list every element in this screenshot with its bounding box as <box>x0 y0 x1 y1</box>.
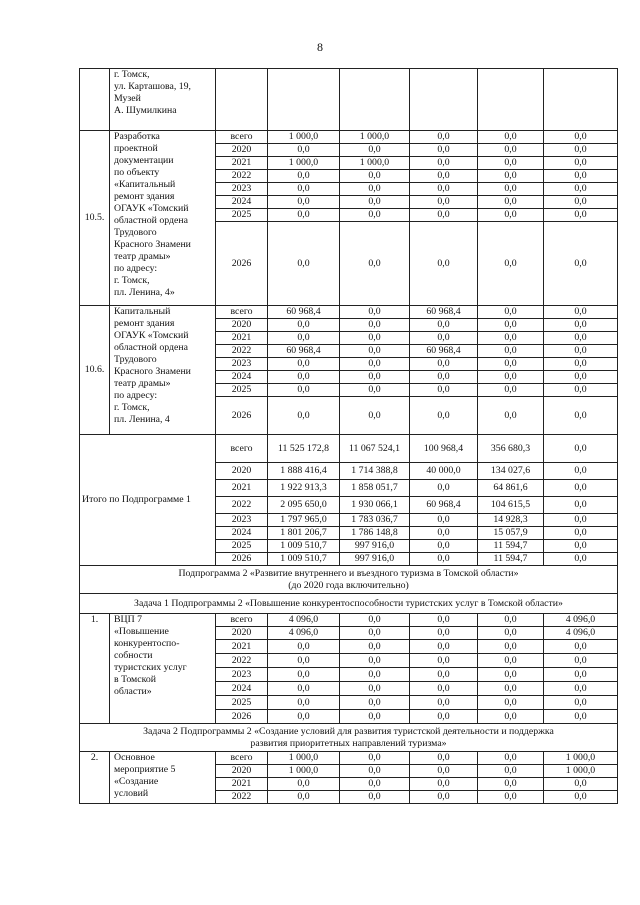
year-cell: 2022 <box>216 497 268 514</box>
value-cell: 0,0 <box>478 319 544 332</box>
value-cell: 0,0 <box>268 209 340 222</box>
year-cell: 2020 <box>216 765 268 778</box>
value-cell: 0,0 <box>340 696 410 710</box>
object-name-line: в Томской <box>114 674 156 685</box>
value-cell: 0,0 <box>544 371 618 384</box>
object-name-line: областной ордена <box>114 342 188 353</box>
value-cell: 0,0 <box>544 183 618 196</box>
value-cell: 0,0 <box>268 791 340 804</box>
year-cell: 2024 <box>216 527 268 540</box>
object-name-line: Основное <box>114 752 155 763</box>
object-name <box>110 614 216 724</box>
value-cell: 11 067 524,1 <box>340 435 410 463</box>
value-cell: 0,0 <box>478 668 544 682</box>
value-cell: 0,0 <box>410 627 478 640</box>
value-cell: 0,0 <box>268 170 340 183</box>
object-name-line: театр драмы» <box>114 251 171 262</box>
value-cell: 0,0 <box>340 710 410 724</box>
value-cell: 0,0 <box>544 131 618 144</box>
value-cell: 0,0 <box>544 209 618 222</box>
subprogram-total-label: Итого по Подпрограмме 1 <box>80 435 216 566</box>
value-cell: 4 096,0 <box>544 614 618 627</box>
value-cell: 0,0 <box>410 514 478 527</box>
value-cell: 0,0 <box>340 614 410 627</box>
row-code: 10.5. <box>80 131 110 306</box>
empty-cell <box>478 69 544 131</box>
value-cell: 0,0 <box>410 332 478 345</box>
task-2-title <box>80 724 618 752</box>
value-cell: 0,0 <box>340 345 410 358</box>
value-cell: 0,0 <box>478 222 544 306</box>
value-cell: 0,0 <box>544 157 618 170</box>
value-cell: 0,0 <box>340 752 410 765</box>
value-cell: 0,0 <box>478 170 544 183</box>
object-name-line: туристских услуг <box>114 662 187 673</box>
value-cell: 0,0 <box>478 752 544 765</box>
value-cell: 0,0 <box>544 332 618 345</box>
value-cell: 60 968,4 <box>410 345 478 358</box>
value-cell: 0,0 <box>340 654 410 668</box>
year-cell: 2021 <box>216 480 268 497</box>
value-cell: 100 968,4 <box>410 435 478 463</box>
value-cell: 0,0 <box>544 196 618 209</box>
object-name-line: условий <box>114 788 149 799</box>
empty-cell <box>340 69 410 131</box>
value-cell: 0,0 <box>268 778 340 791</box>
year-cell: 2024 <box>216 371 268 384</box>
value-cell: 0,0 <box>268 682 340 696</box>
value-cell: 0,0 <box>478 157 544 170</box>
value-cell: 0,0 <box>410 131 478 144</box>
value-cell: 0,0 <box>268 384 340 397</box>
year-cell: 2025 <box>216 696 268 710</box>
year-cell: 2021 <box>216 157 268 170</box>
year-cell: 2022 <box>216 791 268 804</box>
value-cell: 0,0 <box>478 627 544 640</box>
code-cell <box>80 69 110 131</box>
value-cell: 0,0 <box>340 209 410 222</box>
value-cell: 0,0 <box>340 183 410 196</box>
value-cell: 14 928,3 <box>478 514 544 527</box>
value-cell: 0,0 <box>410 682 478 696</box>
object-name-line: ул. Карташова, 19, <box>114 81 191 92</box>
value-cell: 0,0 <box>544 345 618 358</box>
year-cell: 2020 <box>216 463 268 480</box>
value-cell: 104 615,5 <box>478 497 544 514</box>
object-name-line: мероприятие 5 <box>114 764 176 775</box>
value-cell: 0,0 <box>340 196 410 209</box>
object-name-line: областной ордена <box>114 215 188 226</box>
value-cell: 0,0 <box>340 319 410 332</box>
object-name-line: конкурентоспо- <box>114 638 180 649</box>
value-cell: 0,0 <box>544 497 618 514</box>
value-cell: 1 000,0 <box>268 752 340 765</box>
object-name-line: Красного Знамени <box>114 366 191 377</box>
value-cell: 0,0 <box>410 791 478 804</box>
value-cell: 0,0 <box>478 183 544 196</box>
object-name <box>110 306 216 435</box>
value-cell: 0,0 <box>478 710 544 724</box>
row-code: 1. <box>80 614 110 724</box>
value-cell: 0,0 <box>410 371 478 384</box>
year-cell: 2024 <box>216 196 268 209</box>
value-cell: 0,0 <box>410 540 478 553</box>
value-cell: 0,0 <box>340 170 410 183</box>
value-cell: 0,0 <box>478 131 544 144</box>
empty-cell <box>216 69 268 131</box>
value-cell: 0,0 <box>544 710 618 724</box>
value-cell: 0,0 <box>544 397 618 435</box>
year-cell: 2026 <box>216 222 268 306</box>
value-cell: 0,0 <box>268 222 340 306</box>
value-cell: 2 095 650,0 <box>268 497 340 514</box>
value-cell: 0,0 <box>478 384 544 397</box>
value-cell: 0,0 <box>268 371 340 384</box>
value-cell: 0,0 <box>268 358 340 371</box>
task-1-title: Задача 1 Подпрограммы 2 «Повышение конкурентоспособности туристских услуг в Томской области» <box>80 594 618 614</box>
value-cell: 1 797 965,0 <box>268 514 340 527</box>
year-cell: 2020 <box>216 144 268 157</box>
value-cell: 1 009 510,7 <box>268 540 340 553</box>
object-name-line: «Повышение <box>114 626 169 637</box>
object-name-line: «Создание <box>114 776 159 787</box>
value-cell: 40 000,0 <box>410 463 478 480</box>
value-cell: 4 096,0 <box>544 627 618 640</box>
budget-table <box>79 68 618 804</box>
value-cell: 0,0 <box>268 332 340 345</box>
year-cell: 2024 <box>216 682 268 696</box>
empty-cell <box>410 69 478 131</box>
value-cell: 11 594,7 <box>478 553 544 566</box>
value-cell: 60 968,4 <box>410 497 478 514</box>
value-cell: 0,0 <box>544 144 618 157</box>
value-cell: 997 916,0 <box>340 540 410 553</box>
value-cell: 134 027,6 <box>478 463 544 480</box>
section-title-line: развития приоритетных направлений туризма» <box>250 737 447 749</box>
value-cell: 0,0 <box>478 144 544 157</box>
value-cell: 0,0 <box>410 696 478 710</box>
page-number: 8 <box>317 40 323 54</box>
value-cell: 0,0 <box>544 358 618 371</box>
value-cell: 0,0 <box>410 710 478 724</box>
table-row <box>80 131 618 144</box>
value-cell: 0,0 <box>544 668 618 682</box>
value-cell: 0,0 <box>340 778 410 791</box>
value-cell: 0,0 <box>410 765 478 778</box>
value-cell: 0,0 <box>478 682 544 696</box>
object-name-line: ремонт здания <box>114 318 175 329</box>
value-cell: 1 801 206,7 <box>268 527 340 540</box>
object-name-line: г. Томск, <box>114 275 150 286</box>
object-name-line: по адресу: <box>114 390 158 401</box>
value-cell: 0,0 <box>340 682 410 696</box>
object-name <box>110 131 216 306</box>
value-cell: 0,0 <box>544 527 618 540</box>
value-cell: 0,0 <box>478 397 544 435</box>
year-cell: всего <box>216 435 268 463</box>
value-cell: 0,0 <box>478 332 544 345</box>
value-cell: 0,0 <box>268 196 340 209</box>
value-cell: 1 000,0 <box>544 765 618 778</box>
value-cell: 1 000,0 <box>340 131 410 144</box>
value-cell: 0,0 <box>410 384 478 397</box>
value-cell: 1 000,0 <box>340 157 410 170</box>
value-cell: 0,0 <box>410 319 478 332</box>
table-row <box>80 752 618 765</box>
year-cell: 2023 <box>216 514 268 527</box>
year-cell: всего <box>216 306 268 319</box>
value-cell: 0,0 <box>410 222 478 306</box>
value-cell: 0,0 <box>544 540 618 553</box>
value-cell: 0,0 <box>340 668 410 682</box>
value-cell: 0,0 <box>268 696 340 710</box>
object-name-line: Трудового <box>114 227 157 238</box>
value-cell: 1 930 066,1 <box>340 497 410 514</box>
value-cell: 997 916,0 <box>340 553 410 566</box>
value-cell: 0,0 <box>268 144 340 157</box>
object-name-line: Красного Знамени <box>114 239 191 250</box>
value-cell: 0,0 <box>268 319 340 332</box>
value-cell: 0,0 <box>410 654 478 668</box>
value-cell: 0,0 <box>410 480 478 497</box>
table-row <box>80 594 618 614</box>
value-cell: 0,0 <box>478 765 544 778</box>
value-cell: 0,0 <box>410 358 478 371</box>
value-cell: 0,0 <box>340 144 410 157</box>
value-cell: 0,0 <box>478 696 544 710</box>
value-cell: 0,0 <box>544 682 618 696</box>
object-name-line: пл. Ленина, 4» <box>114 287 175 298</box>
row-code: 2. <box>80 752 110 804</box>
value-cell: 0,0 <box>340 358 410 371</box>
table-row <box>80 435 618 463</box>
value-cell: 0,0 <box>478 640 544 654</box>
value-cell: 0,0 <box>340 371 410 384</box>
object-name-line: Трудового <box>114 354 157 365</box>
table-row <box>80 69 618 131</box>
value-cell: 1 858 051,7 <box>340 480 410 497</box>
value-cell: 0,0 <box>544 435 618 463</box>
value-cell: 0,0 <box>410 170 478 183</box>
value-cell: 0,0 <box>268 654 340 668</box>
year-cell: 2022 <box>216 345 268 358</box>
value-cell: 0,0 <box>544 463 618 480</box>
value-cell: 0,0 <box>544 514 618 527</box>
value-cell: 0,0 <box>340 791 410 804</box>
value-cell: 11 594,7 <box>478 540 544 553</box>
value-cell: 0,0 <box>544 778 618 791</box>
year-cell: 2021 <box>216 332 268 345</box>
subprogram-2-title <box>80 566 618 594</box>
year-cell: 2020 <box>216 627 268 640</box>
year-cell: 2022 <box>216 170 268 183</box>
value-cell: 0,0 <box>410 397 478 435</box>
value-cell: 0,0 <box>410 640 478 654</box>
section-title-line: Задача 2 Подпрограммы 2 «Создание условий для развития туристской деятельности и поддержка <box>143 725 554 737</box>
value-cell: 0,0 <box>268 710 340 724</box>
value-cell: 0,0 <box>478 614 544 627</box>
object-name-line: г. Томск, <box>114 402 150 413</box>
value-cell: 0,0 <box>340 384 410 397</box>
object-name-line: документации <box>114 155 174 166</box>
year-cell: всего <box>216 131 268 144</box>
value-cell: 0,0 <box>410 752 478 765</box>
value-cell: 0,0 <box>340 640 410 654</box>
value-cell: 0,0 <box>340 332 410 345</box>
value-cell: 64 861,6 <box>478 480 544 497</box>
object-name-line: ВЦП 7 <box>114 614 143 625</box>
object-name-line: г. Томск, <box>114 69 150 80</box>
year-cell: 2023 <box>216 668 268 682</box>
object-name-line: по адресу: <box>114 263 158 274</box>
value-cell: 1 888 416,4 <box>268 463 340 480</box>
value-cell: 0,0 <box>544 696 618 710</box>
value-cell: 0,0 <box>544 640 618 654</box>
value-cell: 1 783 036,7 <box>340 514 410 527</box>
value-cell: 0,0 <box>268 668 340 682</box>
value-cell: 4 096,0 <box>268 614 340 627</box>
value-cell: 1 000,0 <box>268 157 340 170</box>
year-cell: 2025 <box>216 209 268 222</box>
value-cell: 0,0 <box>544 654 618 668</box>
value-cell: 0,0 <box>410 553 478 566</box>
object-name-line: по объекту <box>114 167 160 178</box>
value-cell: 1 000,0 <box>268 131 340 144</box>
value-cell: 0,0 <box>544 319 618 332</box>
object-name-line: пл. Ленина, 4 <box>114 414 170 425</box>
value-cell: 0,0 <box>544 170 618 183</box>
value-cell: 0,0 <box>478 371 544 384</box>
object-name-line: области» <box>114 686 152 697</box>
value-cell: 0,0 <box>478 306 544 319</box>
object-name-line: ОГАУК «Томский <box>114 203 189 214</box>
object-name-line: собности <box>114 650 153 661</box>
value-cell: 4 096,0 <box>268 627 340 640</box>
value-cell: 0,0 <box>544 222 618 306</box>
row-code: 10.6. <box>80 306 110 435</box>
value-cell: 1 786 148,8 <box>340 527 410 540</box>
value-cell: 0,0 <box>410 196 478 209</box>
object-name-line: проектной <box>114 143 158 154</box>
year-cell: 2023 <box>216 358 268 371</box>
value-cell: 0,0 <box>478 196 544 209</box>
value-cell: 60 968,4 <box>268 306 340 319</box>
value-cell: 0,0 <box>340 222 410 306</box>
object-name-line: Разработка <box>114 131 160 142</box>
value-cell: 0,0 <box>544 791 618 804</box>
value-cell: 0,0 <box>410 144 478 157</box>
value-cell: 1 009 510,7 <box>268 553 340 566</box>
value-cell: 0,0 <box>478 209 544 222</box>
section-title-line: Подпрограмма 2 «Развитие внутреннего и въездного туризма в Томской области» <box>178 567 519 579</box>
value-cell: 0,0 <box>410 157 478 170</box>
year-cell: 2025 <box>216 540 268 553</box>
value-cell: 0,0 <box>410 209 478 222</box>
year-cell: 2026 <box>216 553 268 566</box>
value-cell: 0,0 <box>544 480 618 497</box>
value-cell: 15 057,9 <box>478 527 544 540</box>
value-cell: 0,0 <box>478 791 544 804</box>
value-cell: 0,0 <box>544 384 618 397</box>
object-name-line: ремонт здания <box>114 191 175 202</box>
object-name-line: Капитальный <box>114 306 171 317</box>
value-cell: 0,0 <box>410 527 478 540</box>
year-cell: 2021 <box>216 640 268 654</box>
value-cell: 0,0 <box>340 765 410 778</box>
value-cell: 60 968,4 <box>268 345 340 358</box>
value-cell: 0,0 <box>478 654 544 668</box>
year-cell: 2020 <box>216 319 268 332</box>
section-title-line: (до 2020 года включительно) <box>288 579 409 591</box>
year-cell: всего <box>216 752 268 765</box>
object-name-line: ОГАУК «Томский <box>114 330 189 341</box>
value-cell: 0,0 <box>340 397 410 435</box>
object-name <box>110 69 216 131</box>
value-cell: 1 922 913,3 <box>268 480 340 497</box>
year-cell: 2026 <box>216 397 268 435</box>
value-cell: 0,0 <box>478 358 544 371</box>
value-cell: 0,0 <box>478 345 544 358</box>
value-cell: 0,0 <box>410 614 478 627</box>
value-cell: 1 714 388,8 <box>340 463 410 480</box>
value-cell: 0,0 <box>268 397 340 435</box>
year-cell: 2026 <box>216 710 268 724</box>
year-cell: 2022 <box>216 654 268 668</box>
value-cell: 60 968,4 <box>410 306 478 319</box>
value-cell: 0,0 <box>544 306 618 319</box>
object-name-line: театр драмы» <box>114 378 171 389</box>
table-row <box>80 306 618 319</box>
value-cell: 0,0 <box>268 183 340 196</box>
year-cell: всего <box>216 614 268 627</box>
value-cell: 356 680,3 <box>478 435 544 463</box>
object-name-line: Музей <box>114 93 141 104</box>
value-cell: 0,0 <box>340 627 410 640</box>
empty-cell <box>544 69 618 131</box>
table-row <box>80 724 618 752</box>
value-cell: 0,0 <box>410 183 478 196</box>
table-row <box>80 614 618 627</box>
value-cell: 11 525 172,8 <box>268 435 340 463</box>
value-cell: 0,0 <box>544 553 618 566</box>
year-cell: 2023 <box>216 183 268 196</box>
value-cell: 0,0 <box>340 306 410 319</box>
empty-cell <box>268 69 340 131</box>
value-cell: 1 000,0 <box>268 765 340 778</box>
value-cell: 1 000,0 <box>544 752 618 765</box>
object-name-line: «Капитальный <box>114 179 176 190</box>
value-cell: 0,0 <box>410 668 478 682</box>
table-row <box>80 566 618 594</box>
value-cell: 0,0 <box>478 778 544 791</box>
value-cell: 0,0 <box>410 778 478 791</box>
year-cell: 2025 <box>216 384 268 397</box>
object-name <box>110 752 216 804</box>
object-name-line: А. Шумилкина <box>114 105 177 116</box>
year-cell: 2021 <box>216 778 268 791</box>
value-cell: 0,0 <box>268 640 340 654</box>
